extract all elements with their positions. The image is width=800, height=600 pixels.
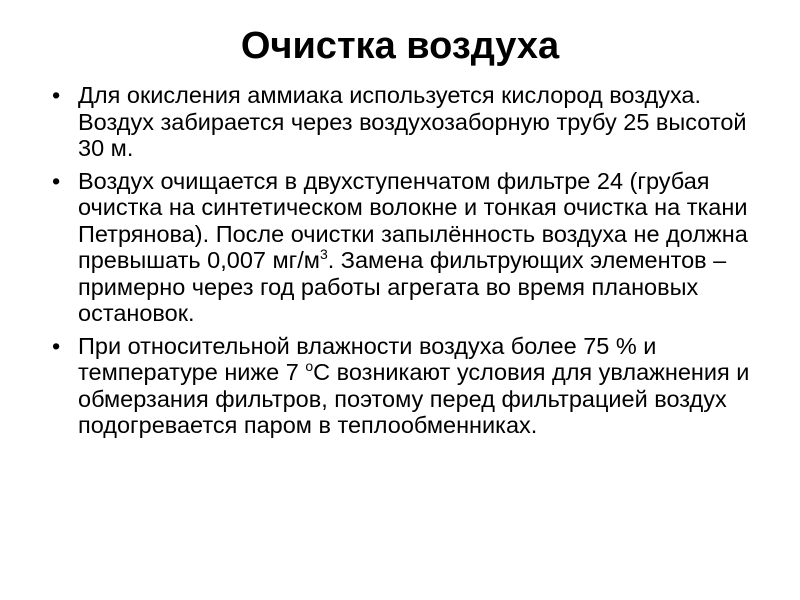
bullet-text: Для окисления аммиака используется кислород воздуха. Воздух забирается через воздухозаборную трубу 25 высотой 30 м. xyxy=(78,82,747,161)
slide-title: Очистка воздуха xyxy=(240,25,560,67)
bullet-text-continued: С возникают условия для увлажнения и обмерзания фильтров, поэтому перед фильтрацией воздух подогревается паром в теплообменниках. xyxy=(78,359,750,438)
bullet-item-filter xyxy=(52,168,752,327)
bullet-text: Воздух очищается в двухступенчатом фильтре 24 (грубая очистка на синтетическом волокне и тонкая очистка на ткани Петрянова). После очистки запылённость воздуха не должна превышать 0,007 мг/м xyxy=(78,167,748,273)
bullet-marker: • xyxy=(52,82,61,108)
bullet-marker: • xyxy=(52,332,61,359)
bullet-list xyxy=(52,82,752,445)
bullet-text-continued: . Замена фильтрующих элементов – примерно через год работы агрегата во время плановых остановок. xyxy=(78,247,727,326)
bullet-marker: • xyxy=(52,167,61,194)
superscript-cubic: 3 xyxy=(319,246,328,262)
bullet-text: При относительной влажности воздуха более 75 % и температуре ниже 7 xyxy=(78,332,657,385)
bullet-item-air-intake xyxy=(52,82,752,162)
superscript-degree: о xyxy=(305,358,314,374)
bullet-item-heating xyxy=(52,333,752,439)
